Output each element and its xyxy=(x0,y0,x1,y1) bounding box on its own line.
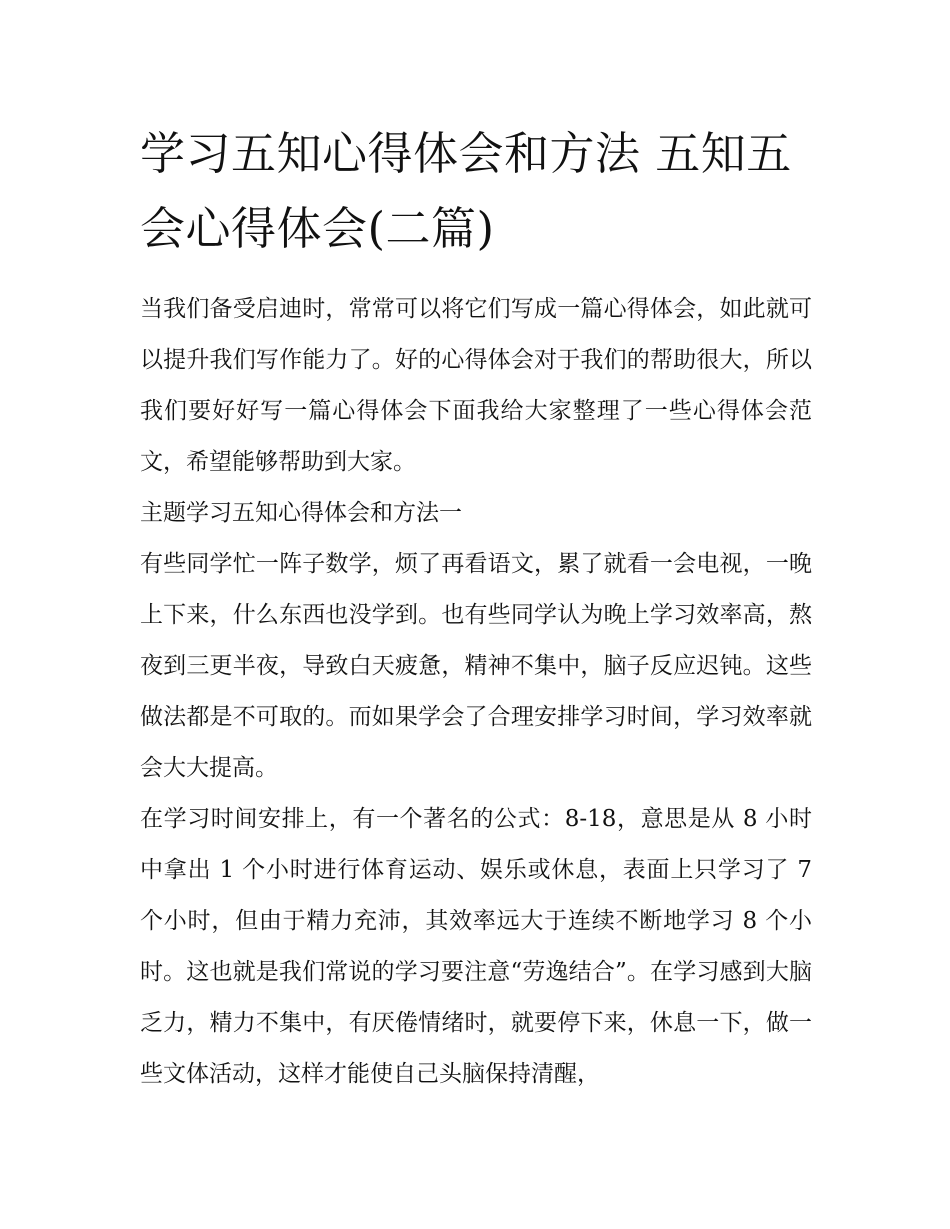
section-heading: 主题学习五知心得体会和方法一 xyxy=(140,500,462,526)
document-content xyxy=(140,116,812,1100)
document-title: 学习五知心得体会和方法 五知五会心得体会(二篇) xyxy=(140,127,792,255)
intro-paragraph: 当我们备受启迪时，常常可以将它们写成一篇心得体会，如此就可以提升我们写作能力了。好的心得体会对于我们的帮助很大，所以我们要好好写一篇心得体会下面我给大家整理了一些心得体会范文，希望能够帮助到大家。 xyxy=(140,296,812,475)
body-paragraph-1: 有些同学忙一阵子数学，烦了再看语文，累了就看一会电视，一晚上下来，什么东西也没学到。也有些同学认为晚上学习效率高，熬夜到三更半夜，导致白天疲惫，精神不集中，脑子反应迟钝。这些做法都是不可取的。而如果学会了合理安排学习时间，学习效率就会大大提高。 xyxy=(140,551,812,781)
body-paragraph-2: 在学习时间安排上，有一个著名的公式：8-18，意思是从 8 小时中拿出 1 个小时进行体育运动、娱乐或休息，表面上只学习了 7 个小时，但由于精力充沛，其效率远大于连续不断地学习 8 个小时。这也就是我们常说的学习要注意“劳逸结合”。在学习感到大脑乏力，精力不集中，有厌倦情绪时，就要停下来，休息一下，做一些文体活动，这样才能使自己头脑保持清醒， xyxy=(140,806,812,1087)
